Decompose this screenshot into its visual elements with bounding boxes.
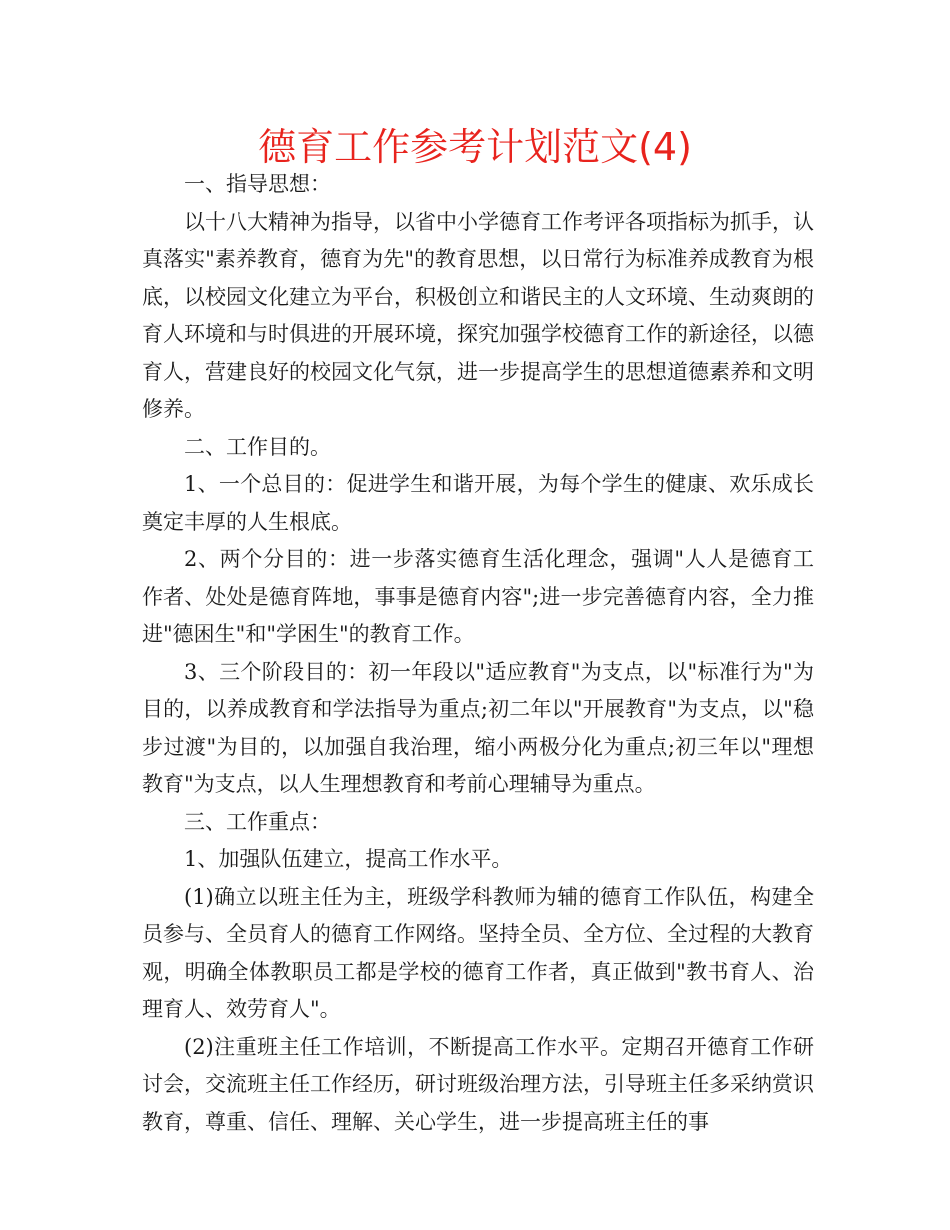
heading-work-goals: 二、工作目的。 [184,434,331,459]
paragraph-guiding-thought: 以十八大精神为指导，以省中小学德育工作考评各项指标为抓手，认真落实"素养教育，德育为先"的教育思想，以日常行为标准养成教育为根底，以校园文化建立为平台，积极创立和谐民主的人文环境、生动爽朗的育人环境和与时俱进的开展环境，探究加强学校德育工作的新途径，以德育人，营建良好的校园文化气氛，进一步提高学生的思想道德素养和文明修养。 [142,209,814,421]
heading-work-focus: 三、工作重点： [184,809,331,834]
document-body [142,166,814,1141]
paragraph-team-item-1: (1)确立以班主任为主，班级学科教师为辅的德育工作队伍，构建全员参与、全员育人的德育工作网络。坚持全员、全方位、全过程的大教育观，明确全体教职员工都是学校的德育工作者，真正做到"教书育人、治理育人、效劳育人"。 [142,884,814,1021]
heading-guiding-thought: 一、指导思想： [184,172,331,196]
paragraph-sub-goals: 2、两个分目的：进一步落实德育生活化理念，强调"人人是德育工作者、处处是德育阵地，事事是德育内容";进一步完善德育内容，全力推进"德困生"和"学困生"的教育工作。 [142,547,814,646]
paragraph-team-building: 1、加强队伍建立，提高工作水平。 [184,847,513,871]
paragraph-team-item-2: (2)注重班主任工作培训，不断提高工作水平。定期召开德育工作研讨会，交流班主任工作经历，研讨班级治理方法，引导班主任多采纳赏识教育，尊重、信任、理解、关心学生，进一步提高班主任的事 [142,1034,814,1134]
paragraph-overall-goal: 1、一个总目的：促进学生和谐开展，为每个学生的健康、欢乐成长奠定丰厚的人生根底。 [142,472,814,534]
paragraph-stage-goals: 3、三个阶段目的：初一年段以"适应教育"为支点，以"标准行为"为目的，以养成教育和学法指导为重点;初二年以"开展教育"为支点，以"稳步过渡"为目的，以加强自我治理，缩小两极分化为重点;初三年以"理想教育"为支点，以人生理想教育和考前心理辅导为重点。 [142,659,814,796]
document-title: 德育工作参考计划范文(4) [258,125,692,169]
